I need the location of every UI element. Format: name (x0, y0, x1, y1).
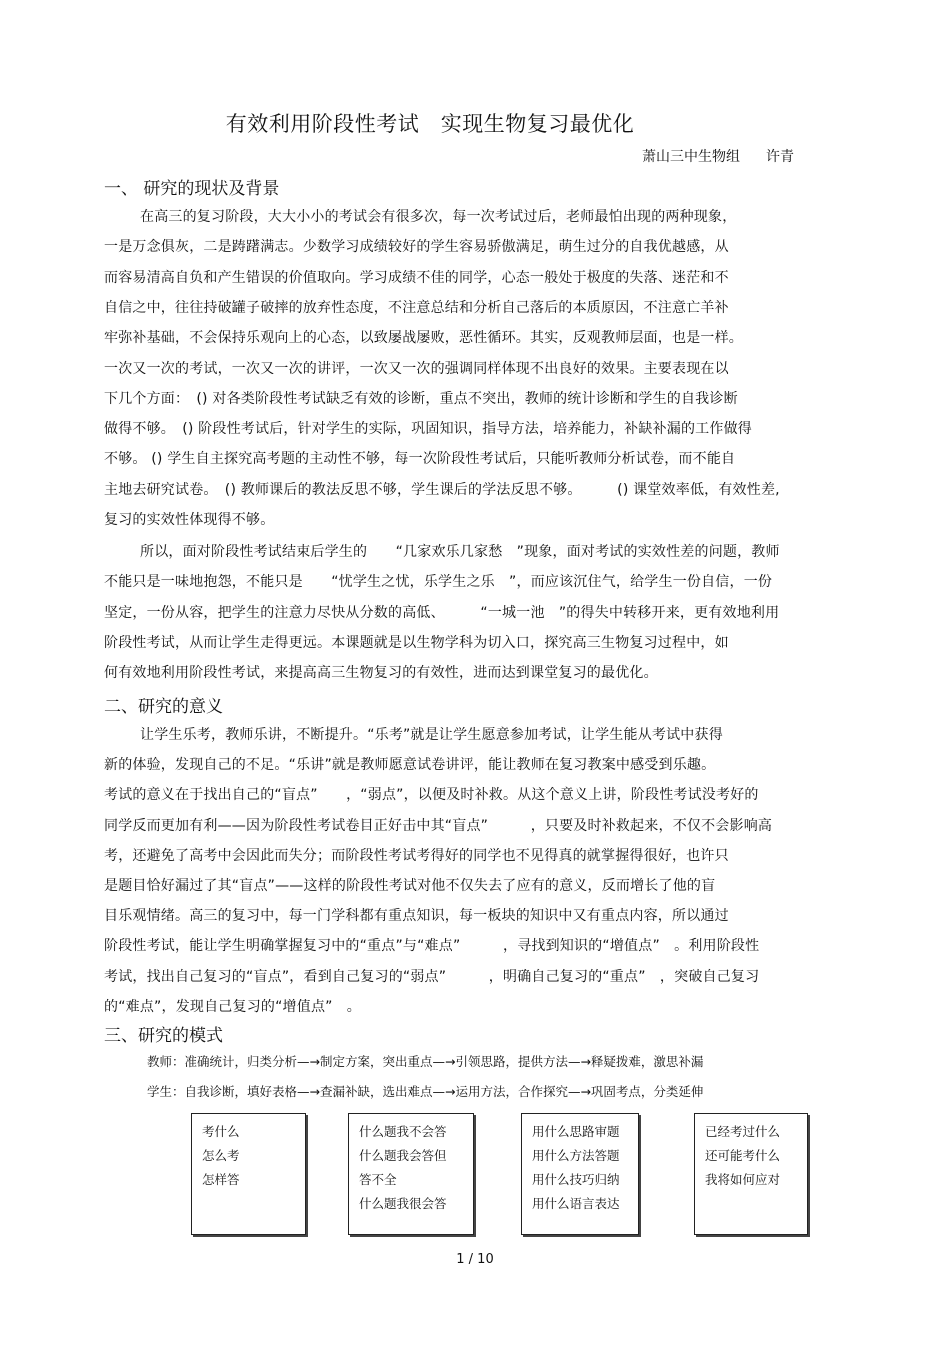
text-line: 是题目恰好漏过了其“盲点”——这样的阶段性考试对他不仅失去了应有的意义，反而增长了他的盲 (104, 878, 716, 894)
text-line: 下几个方面： () 对各类阶段性考试缺乏有效的诊断，重点不突出，教师的统计诊断和学生的自我诊断 (104, 390, 738, 407)
mode-box-4 (694, 1113, 808, 1235)
box-line: 答不全 (359, 1172, 397, 1187)
text-line: 阶段性考试，能让学生明确掌握复习中的“重点”与“难点” ，寻找到知识的“增值点” 。利用阶段性 (104, 938, 760, 955)
box-line: 用什么语言表达 (532, 1196, 620, 1211)
text-line: 牢弥补基础，不会保持乐观向上的心态，以致屡战屡败，恶性循环。其实，反观教师层面，也是一样。 (104, 330, 743, 347)
text-line: 一次又一次的考试，一次又一次的讲评，一次又一次的强调同样体现不出良好的效果。主要表现在以 (104, 360, 729, 377)
mode-box-1 (191, 1113, 306, 1235)
box-line: 用什么技巧归纳 (532, 1172, 620, 1187)
text-line: 考，还避免了高考中会因此而失分；而阶段性考试考得好的同学也不见得真的就掌握得很好，也许只 (104, 847, 729, 864)
box-line: 怎么考 (202, 1148, 240, 1163)
section-1-heading: 一、 研究的现状及背景 (104, 179, 280, 199)
box-line: 还可能考什么 (705, 1148, 781, 1163)
author-line (642, 146, 794, 166)
text-line: 而容易清高自负和产生错误的价值取向。学习成绩不佳的同学，心态一般处于极度的失落、迷茫和不 (104, 269, 729, 286)
text-line: 所以，面对阶段性考试结束后学生的 “几家欢乐几家愁 ”现象，面对考试的实效性差的问题，教师 (140, 544, 780, 560)
box-line: 用什么思路审题 (532, 1124, 620, 1139)
mode-box-2 (348, 1113, 474, 1235)
box-line: 我将如何应对 (705, 1172, 781, 1187)
document-title: 有效利用阶段性考试 实现生物复习最优化 (225, 112, 635, 136)
box-line: 用什么方法答题 (532, 1148, 620, 1163)
box-line: 考什么 (202, 1124, 240, 1139)
text-line: 坚定，一份从容，把学生的注意力尽快从分数的高低、 “一城一池 ”的得失中转移开来，更有效地利用 (104, 604, 780, 621)
text-line: 在高三的复习阶段，大大小小的考试会有很多次，每一次考试过后，老师最怕出现的两种现象， (140, 209, 737, 225)
text-line: 的“难点”，发现自己复习的“增值点” 。 (104, 998, 362, 1015)
text-line: 阶段性考试，从而让学生走得更远。本课题就是以生物学科为切入口，探究高三生物复习过程中，如 (104, 634, 729, 651)
text-line: 何有效地利用阶段性考试，来提高高三生物复习的有效性，进而达到课堂复习的最优化。 (104, 665, 658, 682)
text-line: 新的体验，发现自己的不足。“乐讲”就是教师愿意试卷讲评，能让教师在复习教案中感受到乐趣。 (104, 757, 716, 774)
box-line: 怎样答 (202, 1172, 240, 1187)
text-line: 不能只是一味地抱怨，不能只是 “忧学生之忧，乐学生之乐 ”，而应该沉住气，给学生一份自信，一份 (104, 574, 773, 591)
section-3-heading: 三、研究的模式 (104, 1026, 223, 1046)
author-org: 萧山三中生物组 (642, 149, 740, 165)
text-line: 复习的实效性体现得不够。 (104, 512, 275, 528)
text-line: 一是万念俱灰，二是踌躇满志。少数学习成绩较好的学生容易骄傲满足，萌生过分的自我优越感，从 (104, 239, 729, 256)
text-line: 做得不够。 () 阶段性考试后，针对学生的实际，巩固知识，指导方法，培养能力，补缺补漏的工作做得 (104, 421, 752, 438)
box-line: 什么题我会答但 (359, 1148, 447, 1163)
text-line: 让学生乐考，教师乐讲，不断提升。“乐考”就是让学生愿意参加考试，让学生能从考试中获得 (140, 727, 723, 743)
box-line: 什么题我不会答 (359, 1124, 447, 1139)
box-line: 已经考过什么 (705, 1124, 781, 1139)
text-line: 同学反而更加有利——因为阶段性考试卷目正好击中其“盲点” ，只要及时补救起来，不仅不会影响高 (104, 817, 773, 834)
text-line: 考试，找出自己复习的“盲点”，看到自己复习的“弱点” ，明确自己复习的“重点” ，突破自己复习 (104, 968, 760, 985)
student-flow: 学生：自我诊断，填好表格—→查漏补缺，选出难点—→运用方法，合作探究—→巩固考点，分类延伸 (147, 1084, 704, 1099)
text-line: 不够。 () 学生自主探究高考题的主动性不够，每一次阶段性考试后，只能听教师分析试卷，而不能自 (104, 451, 736, 468)
page-number: 1 / 10 (456, 1252, 494, 1267)
box-line: 什么题我很会答 (359, 1196, 447, 1211)
mode-box-3 (521, 1113, 639, 1235)
text-line: 考试的意义在于找出自己的“盲点” ，“弱点”，以便及时补救。从这个意义上讲，阶段性考试没考好的 (104, 787, 759, 804)
text-line: 目乐观情绪。高三的复习中，每一门学科都有重点知识，每一板块的知识中又有重点内容，所以通过 (104, 908, 729, 925)
author-name: 许青 (766, 149, 794, 165)
text-line: 主地去研究试卷。 () 教师课后的教法反思不够，学生课后的学法反思不够。 () 课堂效率低，有效性差, (104, 481, 780, 498)
text-line: 自信之中，往往持破罐子破摔的放弃性态度，不注意总结和分析自己落后的本质原因，不注意亡羊补 (104, 299, 729, 316)
teacher-flow: 教师：准确统计，归类分析—→制定方案，突出重点—→引领思路，提供方法—→释疑拨难，激思补漏 (147, 1054, 704, 1069)
section-2-heading: 二、研究的意义 (104, 697, 223, 717)
